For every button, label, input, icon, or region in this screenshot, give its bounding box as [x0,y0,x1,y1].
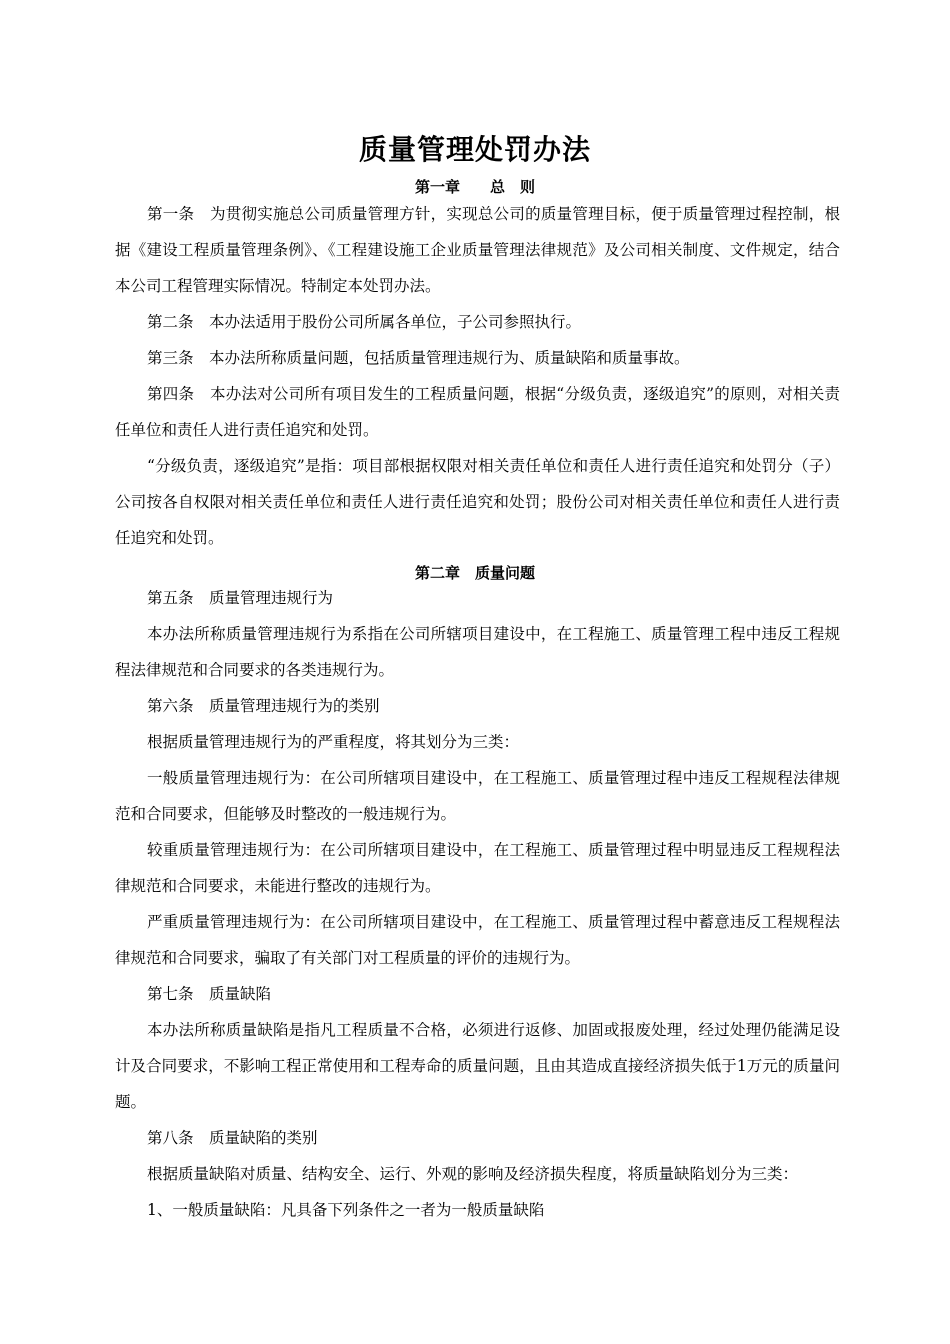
article-6-heading: 第六条 质量管理违规行为的类别 [147,697,380,715]
article-2: 第二条 本办法适用于股份公司所属各单位，子公司参照执行。 [147,313,582,331]
violation-serious: 较重质量管理违规行为：在公司所辖项目建设中，在工程施工、质量管理过程中明显违反工程规程法律规范和合同要求，未能进行整改的违规行为。 [115,841,840,895]
defect-general-item: 1、一般质量缺陷：凡具备下列条件之一者为一般质量缺陷 [147,1201,545,1219]
article-4: 第四条 本办法对公司所有项目发生的工程质量问题，根据“分级负责，逐级追究”的原则，对相关责任单位和责任人进行责任追究和处罚。 [115,385,840,439]
chapter-1-heading: 第一章 总 则 [414,178,535,196]
article-5-body: 本办法所称质量管理违规行为系指在公司所辖项目建设中，在工程施工、质量管理工程中违反工程规程法律规范和合同要求的各类违规行为。 [115,625,840,679]
article-4-explanation: “分级负责，逐级追究”是指：项目部根据权限对相关责任单位和责任人进行责任追究和处罚分（子）公司按各自权限对相关责任单位和责任人进行责任追究和处罚；股份公司对相关责任单位和责任人进行责任追究和处罚。 [115,457,840,547]
chapter-1-body [115,196,840,556]
chapter-2-body [115,580,840,1228]
chapter-2-heading: 第二章 质量问题 [414,564,535,582]
document-title: 质量管理处罚办法 [358,133,591,166]
article-7-heading: 第七条 质量缺陷 [147,985,272,1003]
article-5-heading: 第五条 质量管理违规行为 [147,589,334,607]
violation-general: 一般质量管理违规行为：在公司所辖项目建设中，在工程施工、质量管理过程中违反工程规程法律规范和合同要求，但能够及时整改的一般违规行为。 [115,769,840,823]
violation-severe: 严重质量管理违规行为：在公司所辖项目建设中，在工程施工、质量管理过程中蓄意违反工程规程法律规范和合同要求，骗取了有关部门对工程质量的评价的违规行为。 [115,913,840,967]
article-8-heading: 第八条 质量缺陷的类别 [147,1129,318,1147]
article-1: 第一条 为贯彻实施总公司质量管理方针，实现总公司的质量管理目标，便于质量管理过程控制，根据《建设工程质量管理条例》、《工程建设施工企业质量管理法律规范》及公司相关制度、文件规定，结合本公司工程管理实际情况。特制定本处罚办法。 [115,205,840,295]
article-8-intro: 根据质量缺陷对质量、结构安全、运行、外观的影响及经济损失程度，将质量缺陷划分为三类： [147,1165,799,1183]
article-6-intro: 根据质量管理违规行为的严重程度，将其划分为三类： [147,733,520,751]
article-3: 第三条 本办法所称质量问题，包括质量管理违规行为、质量缺陷和质量事故。 [147,349,690,367]
article-7-body: 本办法所称质量缺陷是指凡工程质量不合格，必须进行返修、加固或报废处理，经过处理仍能满足设计及合同要求，不影响工程正常使用和工程寿命的质量问题，且由其造成直接经济损失低于1万元的质量问题。 [115,1021,840,1111]
